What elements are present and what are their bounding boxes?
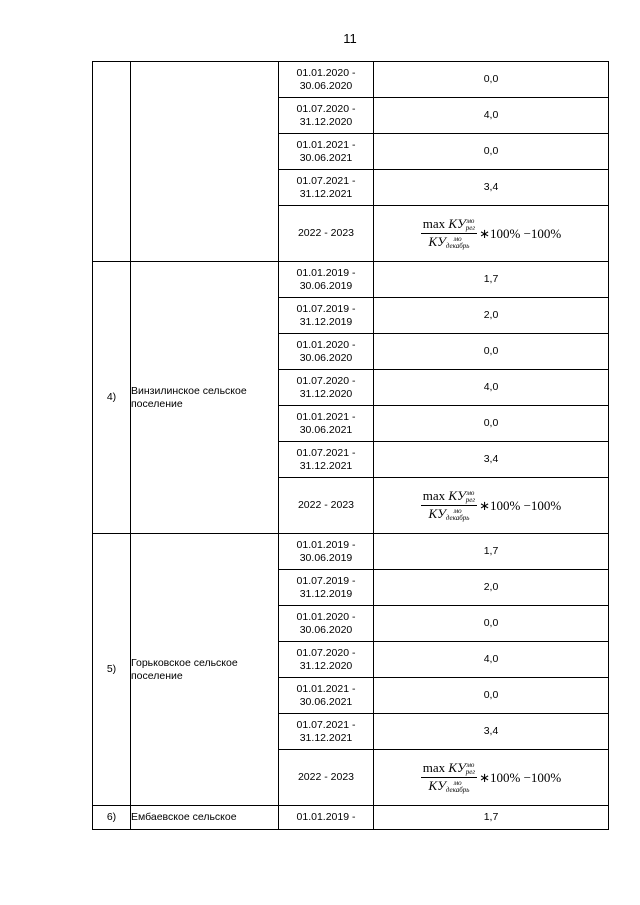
formula-tail: ∗100% −100% bbox=[479, 226, 562, 241]
growth-formula bbox=[421, 489, 562, 522]
value-cell: 2,0 bbox=[374, 570, 609, 606]
value-cell: 0,0 bbox=[374, 678, 609, 714]
formula-tail: ∗100% −100% bbox=[479, 770, 562, 785]
period-text: 01.01.2019 - bbox=[296, 811, 356, 823]
value-cell: 0,0 bbox=[374, 62, 609, 98]
period-text: 01.07.2019 - 31.12.2019 bbox=[296, 574, 356, 600]
table-row bbox=[93, 534, 609, 570]
formula-max: max bbox=[422, 215, 446, 231]
period-cell bbox=[279, 570, 374, 606]
period-text: 01.01.2021 - 30.06.2021 bbox=[296, 410, 356, 436]
period-cell bbox=[279, 370, 374, 406]
formula-ku: KУ bbox=[428, 234, 446, 249]
period-text: 01.01.2019 - 30.06.2019 bbox=[296, 266, 356, 292]
formula-ku: KУ bbox=[428, 778, 446, 793]
formula-ku: KУ bbox=[448, 759, 466, 775]
period-cell bbox=[279, 478, 374, 534]
period-text: 01.01.2020 - 30.06.2020 bbox=[296, 338, 356, 364]
period-text: 01.07.2021 - 31.12.2021 bbox=[296, 446, 356, 472]
formula-sub: рег bbox=[465, 224, 476, 232]
value-cell: 3,4 bbox=[374, 442, 609, 478]
value-cell: 0,0 bbox=[374, 406, 609, 442]
period-cell bbox=[279, 334, 374, 370]
growth-formula bbox=[421, 761, 562, 794]
period-text: 2022 - 2023 bbox=[297, 499, 355, 511]
period-cell bbox=[279, 806, 374, 830]
value-cell bbox=[374, 478, 609, 534]
formula-sub: декабрь bbox=[445, 514, 470, 523]
period-cell bbox=[279, 134, 374, 170]
value-cell: 4,0 bbox=[374, 98, 609, 134]
section-number: 5) bbox=[93, 534, 131, 806]
period-cell bbox=[279, 406, 374, 442]
table-row bbox=[93, 806, 609, 830]
value-cell: 3,4 bbox=[374, 170, 609, 206]
formula-sup: мо bbox=[466, 217, 475, 225]
period-text: 01.01.2019 - 30.06.2019 bbox=[296, 538, 356, 564]
formula-denominator bbox=[428, 506, 469, 522]
value-cell: 0,0 bbox=[374, 334, 609, 370]
formula-numerator bbox=[421, 217, 477, 234]
table-row bbox=[93, 62, 609, 98]
period-text: 01.01.2020 - 30.06.2020 bbox=[296, 610, 356, 636]
formula-indices bbox=[446, 780, 470, 794]
formula-sub: декабрь bbox=[445, 786, 470, 795]
formula-sub: декабрь bbox=[445, 242, 470, 251]
period-cell bbox=[279, 606, 374, 642]
formula-tail: ∗100% −100% bbox=[479, 498, 562, 513]
formula-ku: KУ bbox=[428, 506, 446, 521]
formula-indices bbox=[446, 236, 470, 250]
period-text: 2022 - 2023 bbox=[297, 771, 355, 783]
value-cell: 3,4 bbox=[374, 714, 609, 750]
formula-fraction bbox=[421, 761, 477, 794]
formula-indices bbox=[446, 508, 470, 522]
value-cell bbox=[374, 206, 609, 262]
period-text: 01.07.2019 - 31.12.2019 bbox=[296, 302, 356, 328]
formula-denominator bbox=[428, 234, 469, 250]
formula-ku: KУ bbox=[448, 215, 466, 231]
formula-ku: KУ bbox=[448, 487, 466, 503]
formula-numerator bbox=[421, 489, 477, 506]
formula-sup: мо bbox=[466, 489, 475, 497]
value-cell: 2,0 bbox=[374, 298, 609, 334]
formula-max: max bbox=[422, 487, 446, 503]
value-cell bbox=[374, 750, 609, 806]
section-number: 6) bbox=[93, 806, 131, 830]
table-row bbox=[93, 262, 609, 298]
value-cell: 1,7 bbox=[374, 806, 609, 830]
formula-indices bbox=[466, 762, 475, 776]
period-cell bbox=[279, 62, 374, 98]
settlement-name: Винзилинское сельское поселение bbox=[131, 262, 279, 534]
section-number bbox=[93, 62, 131, 262]
formula-fraction bbox=[421, 217, 477, 250]
period-cell bbox=[279, 170, 374, 206]
value-cell: 0,0 bbox=[374, 606, 609, 642]
period-cell bbox=[279, 714, 374, 750]
period-text: 01.01.2020 - 30.06.2020 bbox=[296, 66, 356, 92]
period-cell bbox=[279, 750, 374, 806]
formula-sup: мо bbox=[453, 779, 462, 788]
value-cell: 4,0 bbox=[374, 370, 609, 406]
growth-formula bbox=[421, 217, 562, 250]
value-cell: 1,7 bbox=[374, 534, 609, 570]
settlement-name: Горьковское сельское поселение bbox=[131, 534, 279, 806]
period-cell bbox=[279, 678, 374, 714]
period-cell bbox=[279, 206, 374, 262]
period-text: 01.07.2020 - 31.12.2020 bbox=[296, 646, 356, 672]
formula-sup: мо bbox=[453, 507, 462, 516]
formula-denominator bbox=[428, 778, 469, 794]
table-body bbox=[93, 62, 609, 830]
settlement-name: Ембаевское сельское bbox=[131, 806, 279, 830]
period-text: 01.01.2021 - 30.06.2021 bbox=[296, 682, 356, 708]
formula-sub: рег bbox=[465, 496, 476, 504]
settlement-name bbox=[131, 62, 279, 262]
value-cell: 4,0 bbox=[374, 642, 609, 678]
page-number: 11 bbox=[343, 31, 357, 46]
formula-indices bbox=[466, 490, 475, 504]
period-cell bbox=[279, 442, 374, 478]
formula-sup: мо bbox=[466, 761, 475, 769]
period-text: 01.07.2021 - 31.12.2021 bbox=[296, 174, 356, 200]
formula-fraction bbox=[421, 489, 477, 522]
period-text: 01.01.2021 - 30.06.2021 bbox=[296, 138, 356, 164]
value-cell: 0,0 bbox=[374, 134, 609, 170]
period-cell bbox=[279, 642, 374, 678]
section-number: 4) bbox=[93, 262, 131, 534]
formula-max: max bbox=[422, 759, 446, 775]
formula-indices bbox=[466, 218, 475, 232]
period-cell bbox=[279, 262, 374, 298]
formula-sup: мо bbox=[453, 235, 462, 244]
period-cell bbox=[279, 98, 374, 134]
period-cell bbox=[279, 298, 374, 334]
formula-numerator bbox=[421, 761, 477, 778]
period-text: 01.07.2021 - 31.12.2021 bbox=[296, 718, 356, 744]
period-text: 2022 - 2023 bbox=[297, 227, 355, 239]
period-text: 01.07.2020 - 31.12.2020 bbox=[296, 102, 356, 128]
tariff-table bbox=[92, 61, 609, 830]
value-cell: 1,7 bbox=[374, 262, 609, 298]
formula-sub: рег bbox=[465, 768, 476, 776]
period-text: 01.07.2020 - 31.12.2020 bbox=[296, 374, 356, 400]
period-cell bbox=[279, 534, 374, 570]
